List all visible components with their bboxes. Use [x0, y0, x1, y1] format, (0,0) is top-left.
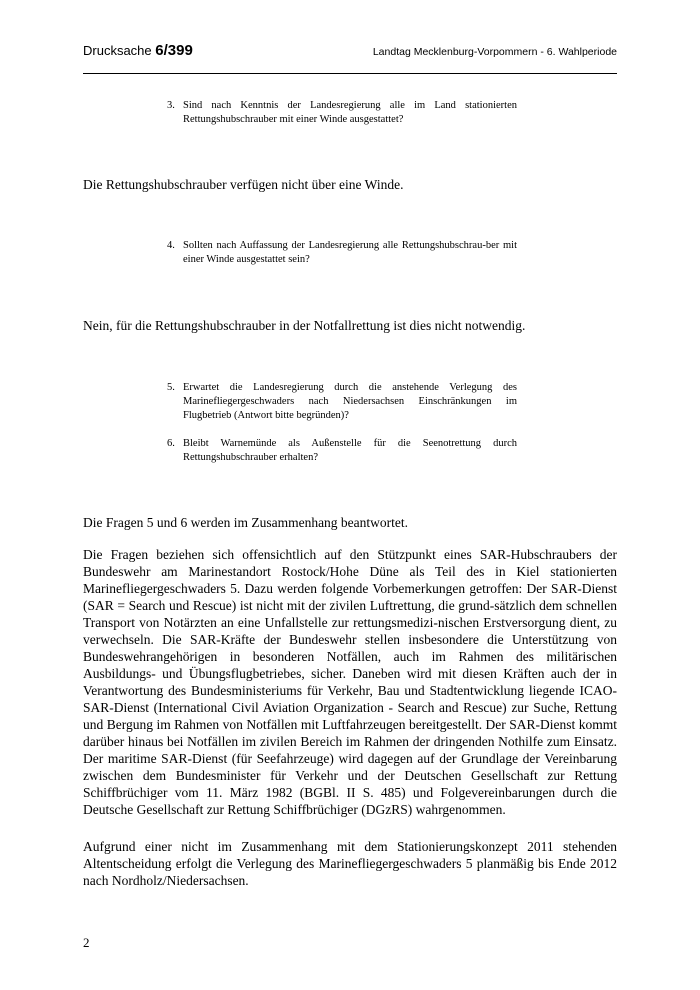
page-number: 2: [83, 935, 90, 950]
question-text: Sollten nach Auffassung der Landesregierung alle Rettungshubschrau-ber mit einer Winde ausgestattet sein?: [183, 240, 517, 265]
question-4: [167, 239, 517, 267]
document-reference: [83, 41, 193, 61]
question-text: Erwartet die Landesregierung durch die anstehende Verlegung des Marinefliegergeschwaders nach Niedersachsen Einschränkungen im Flugbetrieb (Antwort bitte begründen)?: [183, 382, 517, 421]
question-6: [167, 437, 517, 465]
page-header: [83, 41, 617, 74]
answer-5-6-intro: Die Fragen 5 und 6 werden im Zusammenhang beantwortet.: [83, 515, 409, 530]
question-number: 3.: [167, 100, 175, 111]
answer-4: Nein, für die Rettungshubschrauber in der Notfallrettung ist dies nicht notwendig.: [83, 318, 526, 333]
answer-5-6-paragraph-2: Aufgrund einer nicht im Zusammenhang mit dem Stationierungskonzept 2011 stehenden Altentscheidung erfolgt die Verlegung des Marinefliegergeschwaders 5 planmäßig bis Ende 2012 nach Nordholz/Niedersachsen.: [83, 839, 617, 888]
question-number: 5.: [167, 382, 175, 393]
question-number: 4.: [167, 240, 175, 251]
question-text: Sind nach Kenntnis der Landesregierung alle im Land stationierten Rettungshubschrauber mit einer Winde ausgestattet?: [183, 100, 517, 125]
question-5: [167, 381, 517, 423]
answer-5-6-paragraph-1: Die Fragen beziehen sich offensichtlich auf den Stützpunkt eines SAR-Hubschraubers der Bundeswehr am Marinestandort Rostock/Hohe Düne als Teil des in Kiel stationierten Marinefliegergeschwaders 5. Dazu werden folgende Vorbemerkungen getroffen: Der SAR-Dienst (SAR = Search und Rescue) ist nicht mit der zivilen Luftrettung, die grund-sätzlich dem schnellen Transport von Notärzten an eine Unfallstelle zur rettungsmedizi-nischen Erstversorgung dient, zu verwechseln. Die SAR-Kräfte der Bundeswehr stellen insbesondere die Unterstützung von Bundeswehrangehörigen in besonderen Notfällen, auch im Rahmen des militärischen Ausbildungs- und Übungsflugbetriebes, sicher. Daneben wird mit diesen Kräften auch der in Verantwortung des Bundesministeriums für Verkehr, Bau und Stadtentwicklung liegende ICAO-SAR-Dienst (International Civil Aviation Organization - Search and Rescue) zur Suche, Rettung und Bergung im Rahmen von Notfällen mit Luftfahrzeugen bereitgestellt. Der SAR-Dienst kommt darüber hinaus bei Notfällen im zivilen Bereich im Rahmen der dringenden Nothilfe zum Einsatz. Der maritime SAR-Dienst (für Seefahrzeuge) wird dagegen auf der Grundlage der Vereinbarung zwischen dem Bundesminister für Verkehr und der Deutschen Gesellschaft zur Rettung Schiffbrüchiger vom 11. März 1982 (BGBl. II S. 485) und Folgevereinbarungen durch die Deutsche Gesellschaft zur Rettung Schiffbrüchiger (DGzRS) wahrgenommen.: [83, 547, 617, 817]
question-3: [167, 99, 517, 127]
parliament-title: Landtag Mecklenburg-Vorpommern - 6. Wahlperiode: [372, 46, 617, 58]
document-label: Drucksache: [83, 43, 152, 58]
answer-3: Die Rettungshubschrauber verfügen nicht über eine Winde.: [83, 177, 404, 192]
question-number: 6.: [167, 438, 175, 449]
document-number: 6/399: [155, 42, 193, 59]
question-text: Bleibt Warnemünde als Außenstelle für die Seenotrettung durch Rettungshubschrauber erhalten?: [183, 438, 517, 463]
